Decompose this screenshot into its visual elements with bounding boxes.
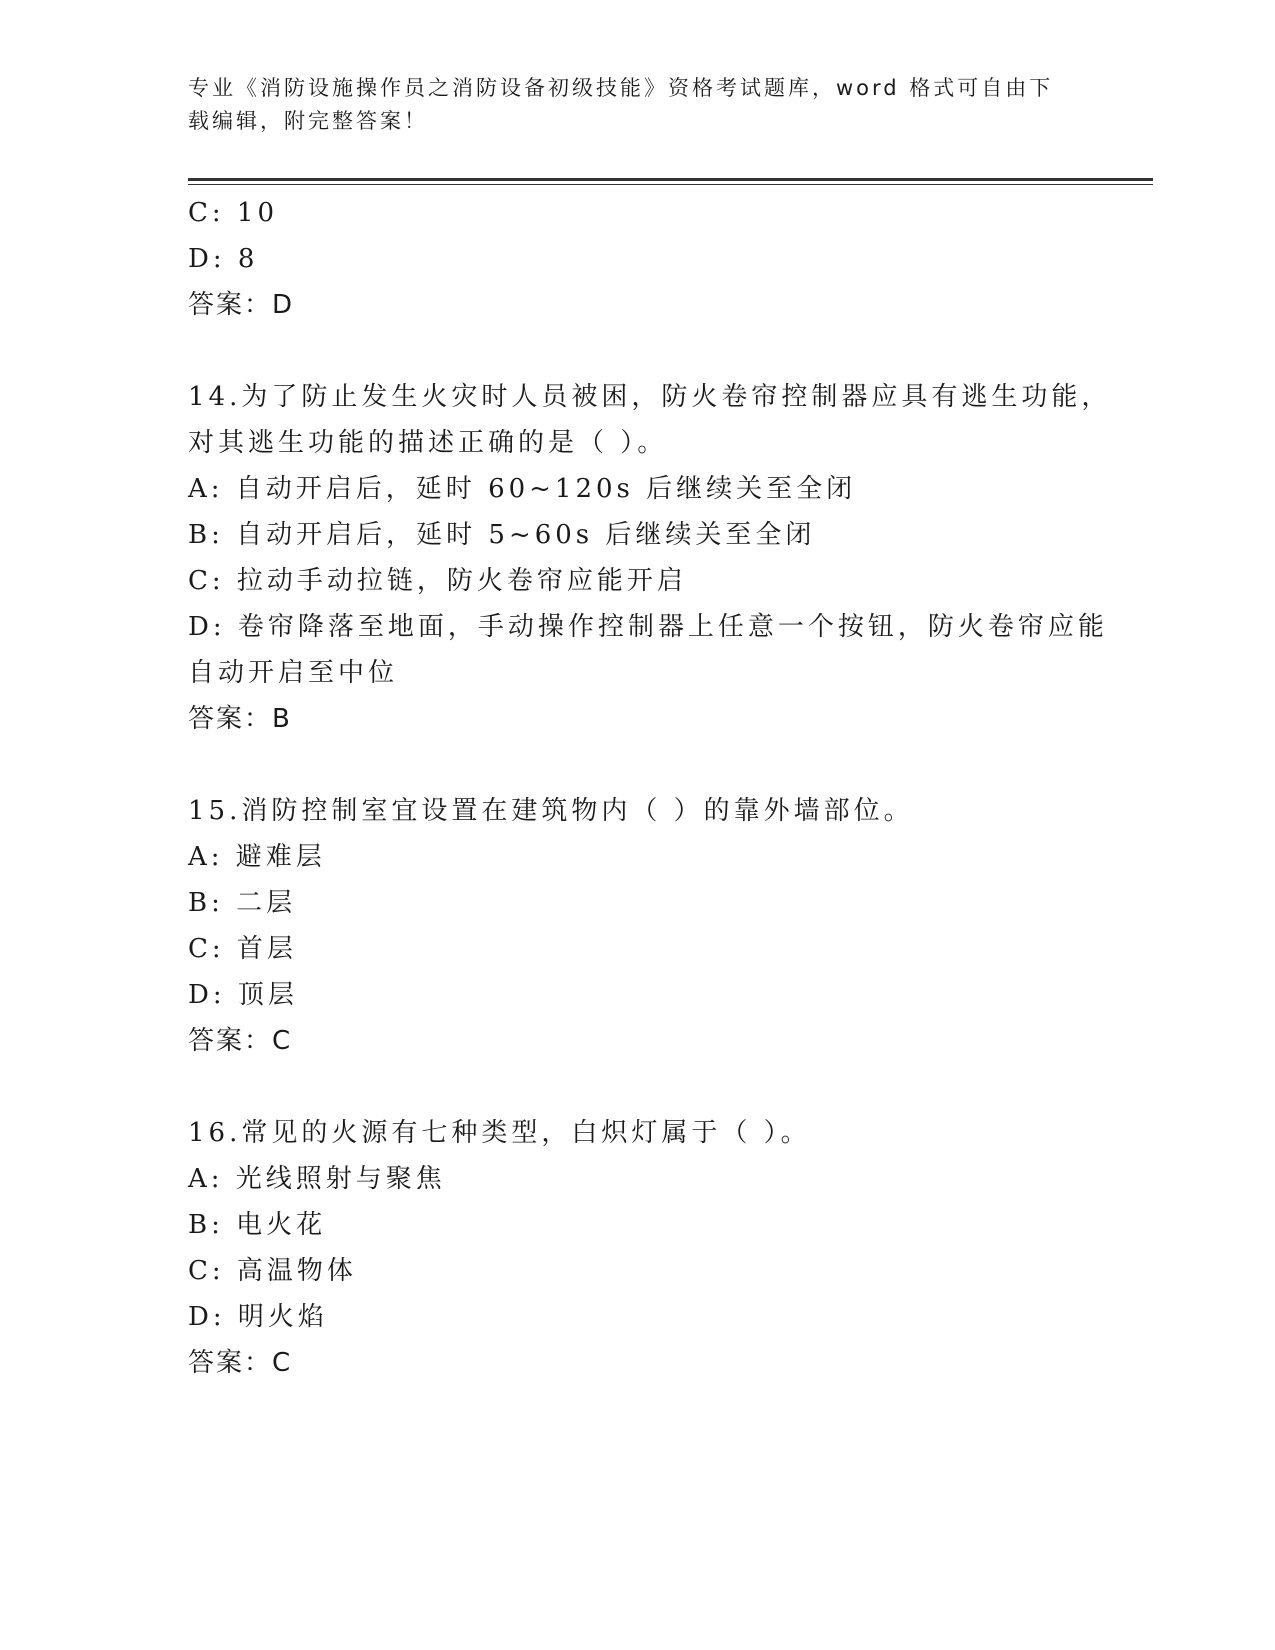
option-a: A: 避难层 [188,842,326,872]
question-14 [188,374,1112,742]
option-d-line-1: D: 卷帘降落至地面，手动操作控制器上任意一个按钮，防火卷帘应能 [188,612,1108,642]
option-d: D: 顶层 [188,980,298,1010]
option-c: C: 10 [188,198,279,228]
option-b: B: 自动开启后，延时 5~60s 后继续关至全闭 [188,520,816,550]
question-16 [188,1110,1088,1386]
header-line-1: 专业《消防设施操作员之消防设备初级技能》资格考试题库，word 格式可自由下 [188,76,1054,100]
option-c: C: 高温物体 [188,1256,357,1286]
option-c: C: 拉动手动拉链，防火卷帘应能开启 [188,566,687,596]
question-stem: 16.常见的火源有七种类型，白炽灯属于（ ）。 [188,1118,811,1148]
header-divider-thick [188,178,1153,181]
header-line-2: 载编辑，附完整答案！ [188,109,428,133]
question-list [188,190,1112,1386]
option-a: A: 光线照射与聚焦 [188,1164,446,1194]
question-stem-line-2: 对其逃生功能的描述正确的是（ ）。 [188,428,668,458]
spacer [188,1064,1088,1110]
option-d-line-2: 自动开启至中位 [188,658,399,688]
spacer [188,742,1088,788]
option-a: A: 自动开启后，延时 60~120s 后继续关至全闭 [188,474,857,504]
answer: 答案：C [188,1026,293,1056]
option-d: D: 明火焰 [188,1302,328,1332]
question-15 [188,788,1088,1064]
option-b: B: 二层 [188,888,297,918]
answer: 答案：C [188,1348,293,1378]
option-c: C: 首层 [188,934,297,964]
option-d: D: 8 [188,244,259,274]
answer: 答案：B [188,704,292,734]
question-13-tail [188,190,1088,328]
document-header [188,72,1088,138]
spacer [188,328,1088,374]
header-divider-thin [188,184,1153,185]
question-stem-line-1: 14.为了防止发生火灾时人员被困，防火卷帘控制器应具有逃生功能， [188,382,1112,412]
option-b: B: 电火花 [188,1210,327,1240]
question-stem: 15.消防控制室宜设置在建筑物内（ ）的靠外墙部位。 [188,796,914,826]
answer: 答案：D [188,290,295,320]
